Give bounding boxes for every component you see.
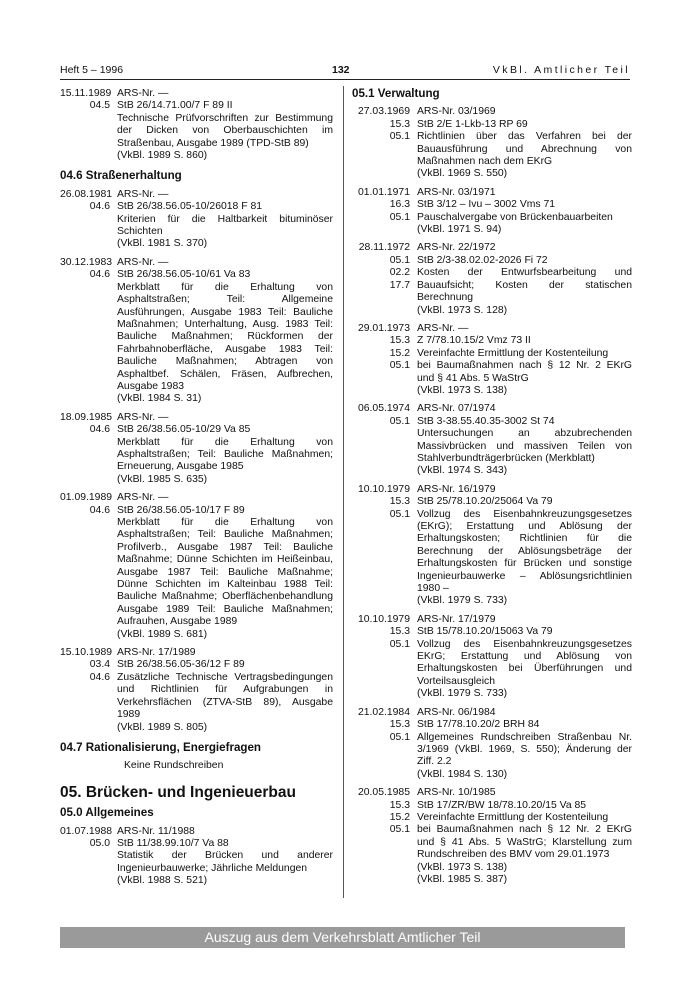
- entry-description: bei Baumaßnahmen nach § 12 Nr. 2 EKrG und § 41 Abs. 5 WaStrG: [417, 360, 632, 384]
- publication-reference: (VkBl. 1981 S. 370): [117, 238, 208, 250]
- journal-title: VkBl. Amtlicher Teil: [492, 64, 630, 76]
- publication-reference: (VkBl. 1979 S. 733): [417, 595, 508, 607]
- entry-dates: [60, 492, 113, 641]
- entry-description: Kosten der Entwurfsbearbeitung und Bauaufsicht; Kosten der statischen Berechnung: [417, 267, 632, 304]
- entry-date: 01.09.1989: [60, 492, 113, 504]
- entry-dates: [352, 323, 410, 397]
- entry-dates: [60, 88, 110, 162]
- entry-code: 05.0: [89, 837, 110, 849]
- list-item: [352, 614, 632, 701]
- ars-number: ARS-Nr. —: [117, 411, 169, 423]
- publication-reference: (VkBl. 1985 S. 635): [117, 473, 208, 485]
- publication-reference: (VkBl. 1989 S. 681): [117, 628, 208, 640]
- entry-text: [410, 787, 632, 886]
- entry-date: 10.10.1979: [357, 483, 410, 495]
- entries-04-6: [60, 189, 333, 734]
- ars-number: ARS-Nr. 11/1988: [117, 825, 195, 837]
- entry-text: [410, 614, 632, 701]
- entry-code: 05.1: [389, 731, 410, 743]
- entry-description: Vereinfachte Ermittlung der Kostenteilung: [417, 347, 609, 359]
- ars-number: ARS-Nr. 17/1989: [117, 647, 196, 659]
- entry-text: [410, 323, 632, 397]
- entry-description: Statistik der Brücken und anderer Ingenieurbauwerke; Jährliche Meldungen: [117, 850, 333, 874]
- entry-dates: [352, 106, 410, 180]
- chapter-heading-05: 05. Brücken- und Ingenieuerbau: [60, 783, 296, 801]
- publication-reference: (VkBl. 1973 S. 128): [417, 304, 508, 316]
- page-number: 132: [332, 64, 350, 76]
- entry-text: [410, 484, 632, 608]
- file-reference: StB 17/78.10.20/2 BRH 84: [417, 719, 540, 731]
- publication-reference: (VkBl. 1974 S. 343): [417, 465, 508, 477]
- entry-dates: [352, 484, 410, 608]
- entry-code: 15.3: [389, 799, 410, 811]
- entry-description: Vereinfachte Ermittlung der Kostenteilung: [417, 811, 609, 823]
- entry-description: Pauschalvergabe von Brückenbauarbeiten: [417, 211, 613, 223]
- list-item: [60, 647, 333, 734]
- list-item: [60, 88, 333, 162]
- entry-code: 15.3: [389, 335, 410, 347]
- entry-code: 04.5: [89, 100, 110, 112]
- entry-date: 20.05.1985: [357, 787, 410, 799]
- ars-number: ARS-Nr. —: [117, 492, 169, 504]
- list-item: [60, 826, 333, 888]
- file-reference: StB 26/38.56.05-10/61 Va 83: [117, 269, 251, 281]
- entry-text: [110, 647, 333, 734]
- publication-reference: (VkBl. 1969 S. 550): [417, 168, 508, 180]
- entry-code: 15.2: [389, 811, 410, 823]
- publication-reference: (VkBl. 1988 S. 521): [117, 875, 208, 887]
- file-reference: StB 3-38.55.40.35-3002 St 74: [417, 415, 555, 427]
- list-item: [60, 257, 333, 406]
- column-divider: [343, 86, 344, 898]
- list-item: [352, 403, 632, 477]
- entry-date: 01.01.1971: [357, 186, 410, 198]
- file-reference: StB 17/ZR/BW 18/78.10.20/15 Va 85: [417, 799, 587, 811]
- entry-text: [110, 412, 333, 486]
- entry-dates: [352, 403, 410, 477]
- entry-code: 15.3: [389, 118, 410, 130]
- entry-code: 16.3: [389, 199, 410, 211]
- file-reference: StB 3/12 – Ivu – 3002 Vms 71: [417, 199, 556, 211]
- entry-date: 27.03.1969: [357, 106, 410, 118]
- entry-description: Vollzug des Eisenbahnkreuzungsgesetzes (EKrG); Erstattung und Ablösung der Erhaltungskosten; Richtlinien für die Berechnung der Ablösungsbeträge der Erhaltungskosten für Brücken und sonstige Ingenieurbauwerke – Ablösungsrichtlinien 1980 –: [417, 508, 632, 595]
- entry-description: Technische Prüfvorschriften zur Bestimmung der Dicken von Oberbauschichten im Straßenbau, Ausgabe 1989 (TPD-StB 89): [117, 112, 333, 149]
- entry-dates: [60, 825, 113, 888]
- entry-text: [410, 242, 632, 316]
- entry-text: [410, 187, 632, 237]
- publication-reference: (VkBl. 1973 S. 138): [417, 861, 508, 873]
- header-rule: [60, 79, 630, 80]
- file-reference: StB 26/14.71.00/7 F 89 II: [117, 100, 233, 112]
- ars-number: ARS-Nr. —: [117, 256, 169, 268]
- entry-dates: [352, 187, 410, 237]
- ars-number: ARS-Nr. —: [117, 88, 169, 99]
- entry-dates: [352, 707, 410, 781]
- ars-number: ARS-Nr. 03/1969: [417, 106, 496, 118]
- file-reference: Z 7/78.10.15/2 Vmz 73 II: [417, 335, 531, 347]
- section-heading-04-6: 04.6 Straßenerhaltung: [60, 169, 182, 183]
- list-item: [352, 323, 632, 397]
- issue-label: Heft 5 – 1996: [60, 64, 124, 76]
- entry-description: Allgemeines Rundschreiben Straßenbau Nr. 3/1969 (VkBl. 1969, S. 550); Änderung der Ziff. 2.2: [417, 731, 632, 768]
- entry-text: [110, 826, 333, 888]
- entry-dates: [352, 787, 410, 886]
- entry-description: Vollzug des Eisenbahnkreuzungsgesetzes EKrG; Erstattung und Ablösung von Erhaltungskosten bei Überführungen und Vorteilsausgleich: [417, 638, 632, 687]
- ars-number: ARS-Nr. 22/1972: [417, 242, 496, 254]
- publication-reference: (VkBl. 1984 S. 130): [417, 768, 508, 780]
- list-item: [60, 189, 333, 251]
- entry-dates: [60, 647, 113, 734]
- publication-reference: (VkBl. 1973 S. 138): [417, 384, 508, 396]
- entry-date: 29.01.1973: [357, 322, 410, 334]
- ars-number: ARS-Nr. 03/1971: [417, 186, 496, 198]
- entry-description: Richtlinien über das Verfahren bei der Bauausführung und Abrechnung von Maßnahmen nach dem EKrG: [417, 131, 632, 168]
- list-item: [60, 412, 333, 486]
- file-reference: StB 11/38.99.10/7 Va 88: [117, 837, 229, 849]
- file-reference: StB 2/3-38.02.02-2026 Fi 72: [417, 254, 548, 266]
- entry-dates: [60, 411, 113, 486]
- ars-number: ARS-Nr. 07/1974: [417, 403, 496, 415]
- entry-text: [410, 106, 632, 180]
- ars-number: ARS-Nr. 16/1979: [417, 483, 496, 495]
- list-item: [352, 242, 632, 316]
- no-circulars-note: Keine Rundschreiben: [124, 760, 224, 772]
- entry-code: 05.1: [389, 415, 410, 427]
- entry-date: 15.10.1989: [60, 647, 113, 659]
- file-reference: StB 26/38.56.05-10/29 Va 85: [117, 424, 251, 436]
- ars-number: ARS-Nr. 06/1984: [417, 706, 496, 718]
- entry-code: 05.1: [389, 638, 410, 650]
- entry-description: Merkblatt für die Erhaltung von Asphaltstraßen; Teil: Allgemeine Ausführungen, Ausgabe 1983 Teil: Bauliche Maßnahmen; Unterhaltung, Ausg. 1983 Teil: Bauliche Maßnahmen; Rückformen der Fahrbahnoberfläche, Ausgabe 1983 Teil: Bauliche Maßnahmen; Abtragen von Asphaltbef. Schälen, Fräsen, Aufbrechen, Ausgabe 1983: [117, 281, 333, 392]
- entry-date: 30.12.1983: [60, 256, 113, 268]
- entry-text: [110, 189, 333, 251]
- ars-number: ARS-Nr. —: [417, 322, 469, 334]
- file-reference: StB 15/78.10.20/15063 Va 79: [417, 626, 553, 638]
- entry-code: 15.3: [389, 496, 410, 508]
- right-column: [352, 88, 632, 892]
- entry-date: 10.10.1979: [357, 613, 410, 625]
- section-heading-05-1: 05.1 Verwaltung: [352, 87, 440, 100]
- publication-reference: (VkBl. 1985 S. 387): [417, 873, 508, 885]
- entry-description: bei Baumaßnahmen nach § 12 Nr. 2 EKrG und § 41 Abs. 5 WaStrG; Klarstellung zum Rundschreiben des BMV vom 29.01.1973: [417, 824, 632, 861]
- file-reference: StB 26/38.56.05-10/17 F 89: [117, 504, 245, 516]
- entries-top: [60, 88, 333, 162]
- entry-code: 05.1: [389, 131, 410, 143]
- entry-text: [410, 403, 632, 477]
- entry-code: 05.1: [389, 254, 410, 266]
- entry-code: 05.1: [389, 211, 410, 223]
- entry-code: 04.6: [89, 671, 110, 683]
- entry-code: 04.6: [89, 269, 110, 281]
- entry-text: [110, 257, 333, 406]
- entry-code: 04.6: [89, 201, 110, 213]
- file-reference: StB 25/78.10.20/25064 Va 79: [417, 496, 553, 508]
- entry-text: [110, 492, 333, 641]
- entry-text: [410, 707, 632, 781]
- list-item: [352, 787, 632, 886]
- footer-banner: Auszug aus dem Verkehrsblatt Amtlicher Teil: [60, 927, 625, 948]
- list-item: [352, 106, 632, 180]
- entry-date: 15.11.1989: [60, 88, 112, 99]
- entry-code: 15.3: [389, 719, 410, 731]
- page-header: [60, 64, 630, 80]
- ars-number: ARS-Nr. 10/1985: [417, 787, 496, 799]
- publication-reference: (VkBl. 1989 S. 805): [117, 721, 208, 733]
- ars-number: ARS-Nr. —: [117, 188, 169, 200]
- entry-code: 05.1: [389, 824, 410, 836]
- entry-code: 05.1: [389, 360, 410, 372]
- entry-date: 28.11.1972: [358, 242, 410, 254]
- entry-date: 26.08.1981: [60, 188, 113, 200]
- entry-description: Merkblatt für die Erhaltung von Asphaltstraßen; Teil: Bauliche Maßnahmen; Erneuerung, Ausgabe 1985: [117, 436, 333, 473]
- file-reference: StB 2/E 1-Lkb-13 RP 69: [417, 118, 528, 130]
- entry-date: 18.09.1985: [60, 411, 113, 423]
- list-item: [60, 492, 333, 641]
- entry-code: 15.3: [389, 626, 410, 638]
- entry-code: 05.1: [389, 508, 410, 520]
- entry-dates: [352, 242, 410, 316]
- entry-text: [110, 88, 333, 162]
- publication-reference: (VkBl. 1989 S. 860): [117, 150, 208, 162]
- entry-code: 17.7: [389, 279, 410, 291]
- entry-date: 06.05.1974: [357, 403, 410, 415]
- entries-05-1: [352, 106, 632, 886]
- entry-description: Zusätzliche Technische Vertragsbedingungen und Richtlinien für Aufgrabungen in Verkehrsflächen (ZTVA-StB 89), Ausgabe 1989: [117, 671, 333, 721]
- publication-reference: (VkBl. 1971 S. 94): [417, 224, 502, 236]
- entry-description: Untersuchungen an abzubrechenden Massivbrücken und massiven Teilen von Stahlverbundträgerbrücken (Merkblatt): [417, 428, 632, 464]
- entry-code: 03.4: [89, 659, 110, 671]
- entry-code: 04.6: [89, 424, 110, 436]
- entry-description: Merkblatt für die Erhaltung von Asphaltstraßen; Teil: Bauliche Maßnahmen; Profilverb., Ausgabe 1987 Teil: Bauliche Maßnahme; Dünne Schichten im Heißeinbau, Ausgabe 1987 Teil: Bauliche Maßnahme; Dünne Schichten im Kalteinbau 1988 Teil: Bauliche Maßnahme; Oberflächenbehandlung Ausgabe 1989 Teil: Bauliche Maßnahmen; Aufrauhen, Ausgabe 1989: [117, 517, 333, 628]
- left-column: [60, 88, 333, 894]
- list-item: [352, 187, 632, 237]
- ars-number: ARS-Nr. 17/1979: [417, 613, 496, 625]
- entry-dates: [60, 188, 113, 251]
- entry-code: 04.6: [89, 504, 110, 516]
- list-item: [352, 707, 632, 781]
- entry-date: 21.02.1984: [357, 706, 410, 718]
- publication-reference: (VkBl. 1984 S. 31): [117, 393, 202, 405]
- entry-date: 01.07.1988: [60, 825, 113, 837]
- file-reference: StB 26/38.56.05-10/26018 F 81: [117, 201, 263, 213]
- section-heading-05-0: 05.0 Allgemeines: [60, 806, 154, 820]
- list-item: [352, 484, 632, 608]
- entry-code: 02.2: [389, 267, 410, 279]
- entry-description: Kriterien für die Haltbarkeit bituminöser Schichten: [117, 213, 333, 238]
- entry-dates: [60, 256, 113, 406]
- section-heading-04-7: 04.7 Rationalisierung, Energiefragen: [60, 740, 262, 754]
- publication-reference: (VkBl. 1979 S. 733): [417, 688, 508, 700]
- file-reference: StB 26/38.56.05-36/12 F 89: [117, 659, 245, 671]
- entry-dates: [352, 614, 410, 701]
- entries-05-0: [60, 826, 333, 888]
- entry-code: 15.2: [389, 347, 410, 359]
